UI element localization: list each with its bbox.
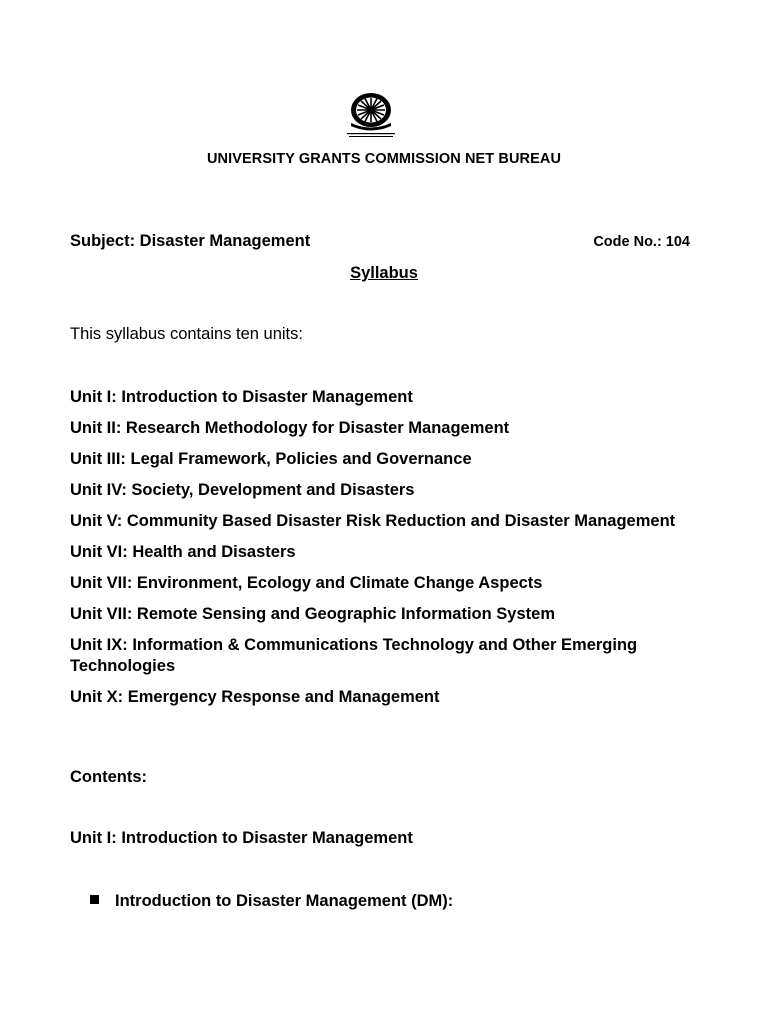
unit-item: Unit VII: Environment, Ecology and Climate Change Aspects xyxy=(70,574,543,592)
bullet-item xyxy=(90,892,453,911)
ugc-emblem-icon xyxy=(337,90,405,140)
syllabus-heading: Syllabus xyxy=(350,264,418,282)
unit-item: Unit I: Introduction to Disaster Management xyxy=(70,388,413,406)
unit-item: Unit IV: Society, Development and Disasters xyxy=(70,481,415,499)
unit-item: Unit X: Emergency Response and Management xyxy=(70,688,440,706)
contents-heading: Contents: xyxy=(70,768,147,786)
unit-item: Unit V: Community Based Disaster Risk Reduction and Disaster Management xyxy=(70,512,676,530)
intro-text: This syllabus contains ten units: xyxy=(70,325,303,343)
subject-label: Subject: Disaster Management xyxy=(70,232,311,250)
square-bullet-icon xyxy=(90,895,99,904)
section-unit-title: Unit I: Introduction to Disaster Management xyxy=(70,829,413,847)
code-number: Code No.: 104 xyxy=(593,234,690,250)
organization-title: UNIVERSITY GRANTS COMMISSION NET BUREAU xyxy=(206,151,562,167)
unit-item: Unit VII: Remote Sensing and Geographic Information System xyxy=(70,605,555,623)
unit-list xyxy=(70,387,710,718)
unit-item: Unit IX: Information & Communications Technology and Other Emerging Technologies xyxy=(70,636,638,675)
unit-item: Unit III: Legal Framework, Policies and Governance xyxy=(70,450,472,468)
unit-item: Unit II: Research Methodology for Disaster Management xyxy=(70,419,510,437)
bullet-text: Introduction to Disaster Management (DM): xyxy=(115,892,454,910)
unit-item: Unit VI: Health and Disasters xyxy=(70,543,296,561)
